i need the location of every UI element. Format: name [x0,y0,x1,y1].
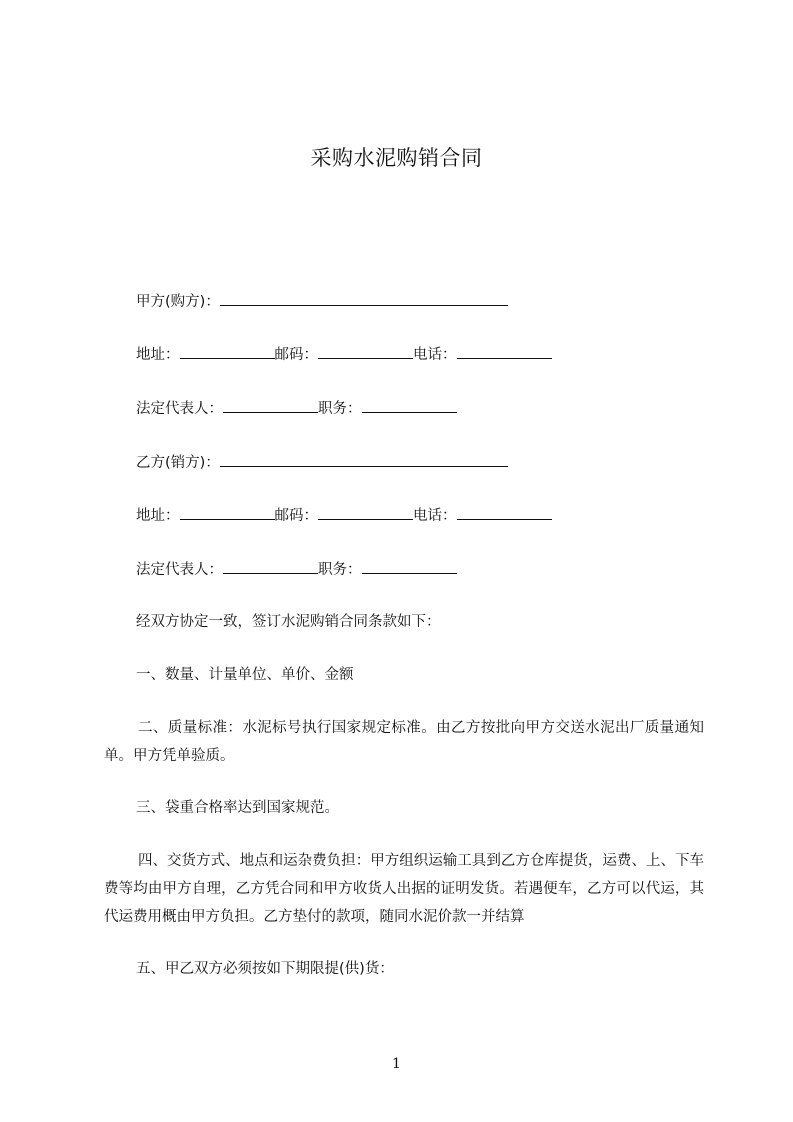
party-b-position-label: 职务： [318,562,362,578]
party-a-postcode-field[interactable] [318,344,413,359]
party-b-rep-line [136,559,457,580]
party-a-name-field[interactable] [220,291,508,306]
party-a-label: 甲方(购方)： [136,294,220,310]
party-b-contact-line [136,505,552,526]
page-title: 采购水泥购销合同 [310,146,483,170]
clause-4: 四、交货方式、地点和运杂费负担：甲方组织运输工具到乙方仓库提货，运费、上、下车费等均由甲方自理，乙方凭合同和甲方收货人出据的证明发货。若遇便车，乙方可以代运，其代运费用概由甲方负担。乙方垫付的款项，随同水泥价款一并结算 [104,853,704,925]
party-b-address-label: 地址： [136,508,180,524]
party-a-address-label: 地址： [136,347,180,363]
party-b-rep-field[interactable] [223,559,318,574]
party-a-phone-field[interactable] [457,344,552,359]
intro-text: 经双方协定一致，签订水泥购销合同条款如下： [136,614,441,630]
party-b-postcode-field[interactable] [318,505,413,520]
party-b-address-field[interactable] [180,505,275,520]
party-a-position-label: 职务： [318,401,362,417]
party-b-postcode-label: 邮码： [274,508,318,524]
party-a-contact-line [136,344,552,365]
party-a-position-field[interactable] [362,398,457,413]
party-b-line [136,452,508,473]
party-b-rep-label: 法定代表人： [136,562,223,578]
party-b-phone-field[interactable] [457,505,552,520]
clause-3: 三、袋重合格率达到国家规范。 [136,800,339,816]
clause-2: 二、质量标准：水泥标号执行国家规定标准。由乙方按批向甲方交送水泥出厂质量通知单。甲方凭单验质。 [104,720,704,764]
party-a-address-field[interactable] [180,344,275,359]
party-a-line [136,291,508,312]
party-b-name-field[interactable] [220,452,508,467]
party-a-rep-label: 法定代表人： [136,401,223,417]
page-number: 1 [392,1056,401,1072]
party-b-phone-label: 电话： [413,508,457,524]
clause-5: 五、甲乙双方必须按如下期限提(供)货： [136,961,394,977]
clause-1: 一、数量、计量单位、单价、金额 [136,667,354,683]
party-b-label: 乙方(销方)： [136,455,220,471]
party-a-phone-label: 电话： [413,347,457,363]
party-b-position-field[interactable] [362,559,457,574]
party-a-rep-line [136,398,457,419]
party-a-rep-field[interactable] [223,398,318,413]
party-a-postcode-label: 邮码： [274,347,318,363]
